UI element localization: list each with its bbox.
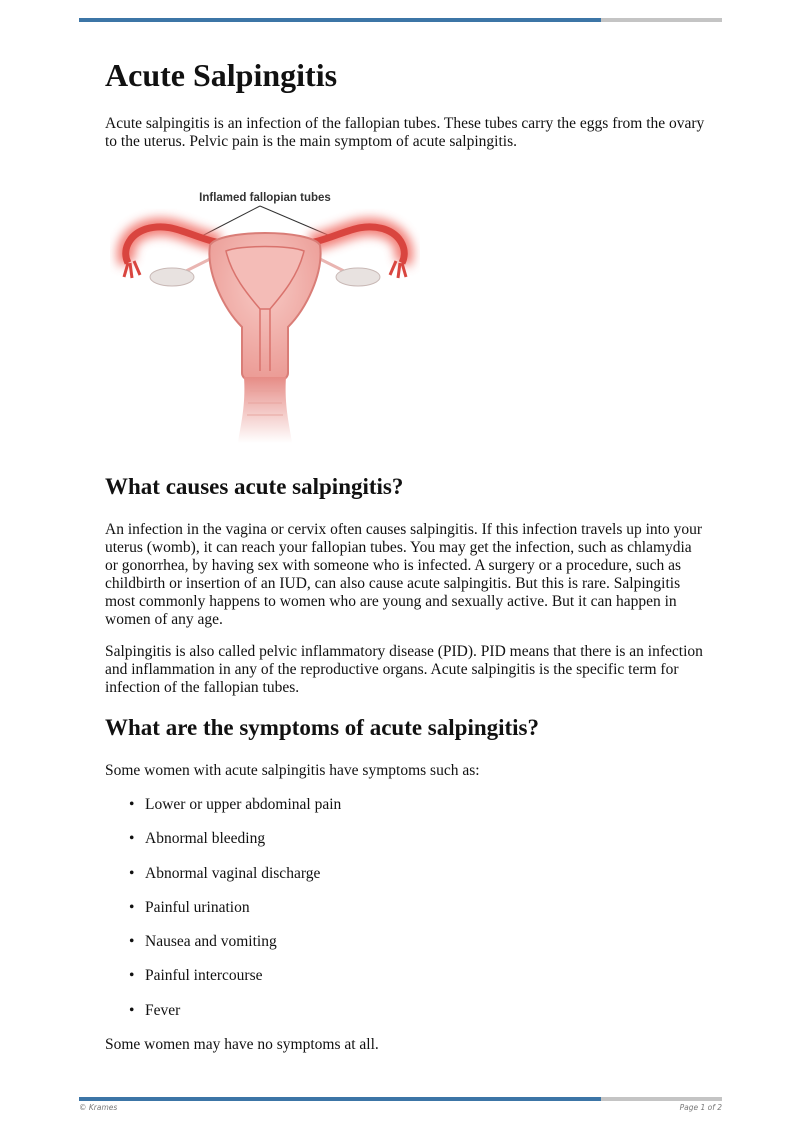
list-item: • Painful urination (129, 898, 250, 916)
footer-rule-gray (601, 1097, 722, 1101)
intro-paragraph: Acute salpingitis is an infection of the fallopian tubes. These tubes carry the eggs from the ovary to the uterus. Pelvic pain is the main symptom of acute salpingitis. (105, 115, 705, 150)
causes-paragraph-2: Salpingitis is also called pelvic inflammatory disease (PID). PID means that there is an infection and inflammation in any of the reproductive organs. Acute salpingitis is the specific term for infection of the fallopian tubes. (105, 643, 703, 696)
header-rule (79, 18, 722, 22)
page-number: Page 1 of 2 (679, 1103, 722, 1112)
symptoms-intro: Some women with acute salpingitis have symptoms such as: (105, 762, 480, 779)
symptoms-list (105, 796, 705, 1020)
bullet-icon: • (129, 830, 135, 848)
symptoms-closing: Some women may have no symptoms at all. (105, 1036, 379, 1054)
footer-rule-accent (79, 1097, 601, 1101)
causes-paragraph-1: An infection in the vagina or cervix often causes salpingitis. If this infection travels up into your uterus (womb), it can reach your fallopian tubes. You may get the infection, such as chlamydia or gonorrhea, by having sex with someone who is infected. A surgery or a procedure, such as childbirth or insertion of an IUD, can also cause acute salpingitis. But this is rare. Salpingitis most commonly happens to women who are young and sexually active. But it can happen in women of any age. (105, 521, 703, 628)
list-item: • Nausea and vomiting (129, 933, 277, 951)
page-footer (79, 1103, 722, 1115)
causes-heading: What causes acute salpingitis? (105, 474, 404, 499)
page-title: Acute Salpingitis (105, 57, 338, 93)
bullet-icon: • (129, 796, 135, 813)
vagina (238, 377, 292, 443)
header-rule-gray (601, 18, 722, 22)
right-fimbriae (390, 261, 406, 278)
list-item: • Abnormal vaginal discharge (129, 864, 321, 882)
anatomy-illustration (110, 181, 420, 446)
symptoms-heading: What are the symptoms of acute salpingitis? (105, 715, 540, 740)
left-fimbriae (124, 261, 140, 278)
figure-label: Inflamed fallopian tubes (199, 192, 331, 204)
bullet-icon: • (129, 1001, 135, 1019)
uterus-illustration-icon (110, 181, 420, 446)
right-ovary (336, 268, 380, 286)
bullet-icon: • (129, 967, 135, 985)
bullet-icon: • (129, 933, 135, 951)
footer-rule (79, 1097, 722, 1101)
copyright-text: © Krames (79, 1103, 118, 1112)
list-item: • Fever (129, 1001, 181, 1019)
left-ovary (150, 268, 194, 286)
bullet-icon: • (129, 864, 135, 882)
header-rule-accent (79, 18, 601, 22)
document-body (105, 55, 705, 1054)
list-item: • Painful intercourse (129, 967, 263, 985)
bullet-icon: • (129, 898, 135, 916)
list-item: • Abnormal bleeding (129, 830, 266, 848)
list-item: • Lower or upper abdominal pain (129, 796, 342, 813)
